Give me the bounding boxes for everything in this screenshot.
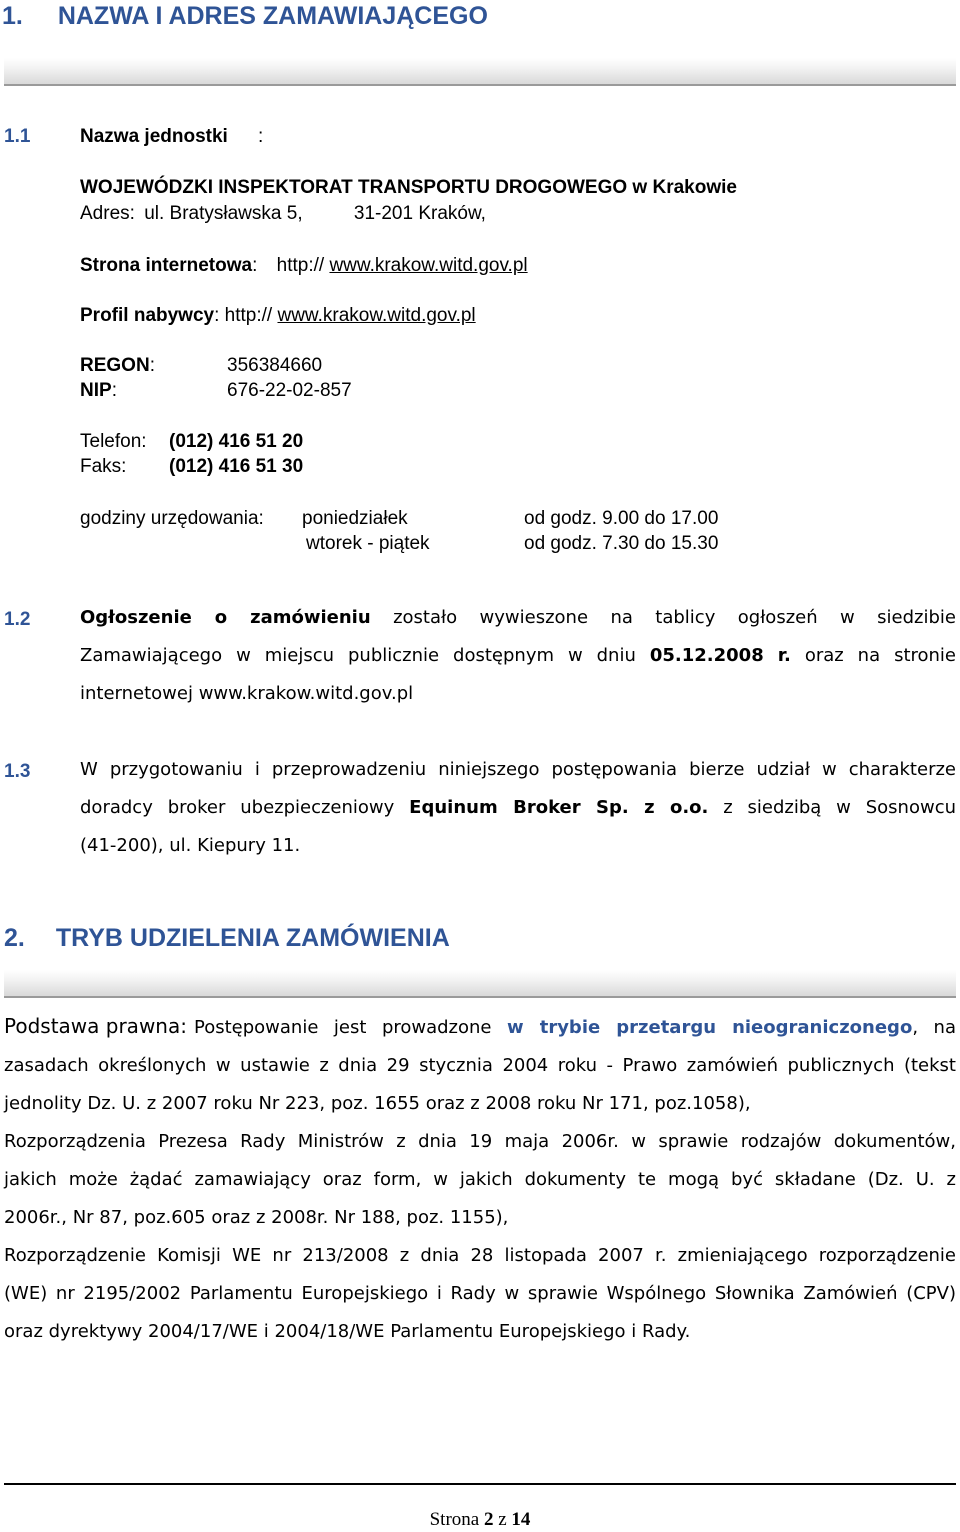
nip-colon: :: [111, 380, 117, 401]
footer-prefix: Strona: [429, 1509, 484, 1530]
section-1-heading-bar: [4, 58, 956, 86]
subsection-1-2-number: [4, 609, 30, 631]
phone-line: [80, 431, 304, 453]
website-prefix: http://: [276, 255, 330, 276]
broker-line-1: W przygotowaniu i przeprowadzeniu niniejszego postępowania bierze udział w charakterze: [80, 759, 956, 780]
section-2-heading: [4, 924, 450, 953]
fax-line: [80, 456, 304, 478]
website-link[interactable]: www.krakow.witd.gov.pl: [329, 255, 528, 276]
regon-line: [80, 355, 323, 377]
section-2-heading-bar: [4, 970, 956, 998]
legal-p2-line-3: 2006r., Nr 87, poz.605 oraz z 2008r. Nr 188, poz. 1155),: [4, 1207, 509, 1228]
phone-value: (012) 416 51 20: [169, 431, 304, 452]
subsection-1-1-number: 1.1: [4, 126, 31, 147]
regon-label: REGON: [80, 355, 150, 376]
broker-line-2-post: z siedzibą w Sosnowcu: [723, 797, 956, 818]
notice-line-1: [80, 607, 956, 628]
hours-row-2-days: wtorek - piątek: [306, 533, 430, 554]
notice-line-2-pre: Zamawiającego w miejscu publicznie dostępnym w dniu: [80, 645, 636, 666]
page-footer: [0, 1509, 960, 1531]
section-1-title: NAZWA I ADRES ZAMAWIAJĄCEGO: [57, 2, 488, 30]
notice-bold-lead: Ogłoszenie o zamówieniu: [80, 607, 371, 628]
subsection-1-3-number-text: 1.3: [4, 761, 31, 782]
section-1-number: 1.: [2, 2, 23, 30]
unit-name-colon: :: [258, 126, 264, 147]
website-label: Strona internetowa: [80, 255, 253, 276]
subsection-1-1-heading: [4, 126, 264, 148]
website-line: [80, 255, 528, 277]
footer-total-pages: 14: [511, 1509, 531, 1530]
phone-label: Telefon:: [80, 431, 147, 452]
legal-p3-line-3: oraz dyrektywy 2004/17/WE i 2004/18/WE Parlamentu Europejskiego i Rady.: [4, 1321, 691, 1342]
section-1-heading: [2, 2, 488, 31]
legal-p3-line-2: (WE) nr 2195/2002 Parlamentu Europejskiego i Rady w sprawie Wspólnego Słownika Zamówień (CPV): [4, 1283, 956, 1304]
profile-link[interactable]: www.krakow.witd.gov.pl: [277, 305, 476, 326]
broker-line-2-pre: doradcy broker ubezpieczeniowy: [80, 797, 395, 818]
subsection-1-3-number: [4, 761, 30, 783]
notice-date: 05.12.2008: [649, 645, 764, 666]
footer-divider: [4, 1483, 956, 1485]
hours-row-2-time: od godz. 7.30 do 15.30: [524, 533, 719, 554]
profile-label: Profil nabywcy: [80, 305, 215, 326]
broker-line-3: (41-200), ul. Kiepury 11.: [80, 835, 301, 856]
legal-p1-pre: Postępowanie jest prowadzone: [194, 1017, 492, 1038]
broker-line-2: [80, 797, 956, 818]
subsection-1-2-number-text: 1.2: [4, 609, 31, 630]
nip-line: [80, 380, 352, 402]
address-label: Adres:: [80, 203, 135, 224]
notice-date-r: r.: [777, 645, 791, 666]
address-line: [80, 203, 486, 225]
legal-basis-label: Podstawa prawna:: [4, 1014, 187, 1038]
regon-colon: :: [149, 355, 155, 376]
legal-p1-line-3: jednolity Dz. U. z 2007 roku Nr 223, poz. 1655 oraz z 2008 roku Nr 171, poz.1058),: [4, 1093, 751, 1114]
nip-value: 676-22-02-857: [227, 380, 352, 401]
legal-p2-line-1: Rozporządzenia Prezesa Rady Ministrów z dnia 19 maja 2006r. w sprawie rodzajów dokumentów,: [4, 1131, 956, 1152]
profile-line: [80, 305, 476, 327]
regon-value: 356384660: [227, 355, 323, 376]
legal-p1-procedure: w trybie przetargu nieograniczonego: [507, 1017, 913, 1038]
notice-line-2-post: oraz na stronie: [804, 645, 957, 666]
section-2-title: TRYB UDZIELENIA ZAMÓWIENIA: [55, 924, 450, 952]
broker-name: Equinum Broker Sp. z o.o.: [409, 797, 709, 818]
legal-p3-line-1: Rozporządzenie Komisji WE nr 213/2008 z dnia 28 listopada 2007 r. zmieniającego rozporządzenie: [4, 1245, 956, 1266]
profile-colon: :: [214, 305, 220, 326]
footer-page-number: 2: [483, 1509, 494, 1530]
website-colon: :: [252, 255, 258, 276]
profile-prefix: http://: [224, 305, 278, 326]
notice-line-3: internetowej www.krakow.witd.gov.pl: [80, 683, 414, 704]
hours-row-1-time: od godz. 9.00 do 17.00: [524, 508, 719, 529]
legal-p1-post: , na: [912, 1017, 956, 1038]
notice-line-2: [80, 645, 956, 666]
legal-p1-line-1: [194, 1017, 956, 1038]
office-hours-label: godziny urzędowania:: [80, 508, 264, 529]
fax-value: (012) 416 51 30: [169, 456, 304, 477]
nip-label: NIP: [80, 380, 112, 401]
footer-mid: z: [493, 1509, 512, 1530]
address-street: ul. Bratysławska 5,: [144, 203, 303, 224]
address-city: 31-201 Kraków,: [353, 203, 486, 224]
org-name: WOJEWÓDZKI INSPEKTORAT TRANSPORTU DROGOWEGO w Krakowie: [80, 177, 737, 198]
legal-p1-line-2: zasadach określonych w ustawie z dnia 29 stycznia 2004 roku - Prawo zamówień publicznych (tekst: [4, 1055, 956, 1076]
notice-line-1-rest: zostało wywieszone na tablicy ogłoszeń w siedzibie: [393, 607, 956, 628]
hours-row-1-days: poniedziałek: [302, 508, 408, 529]
legal-p2-line-2: jakich może żądać zamawiający oraz form, w jakich dokumenty te mogą być składane (Dz. U. z: [4, 1169, 956, 1190]
fax-label: Faks:: [80, 456, 127, 477]
section-2-number: 2.: [4, 924, 25, 952]
unit-name-label: Nazwa jednostki: [80, 126, 228, 147]
